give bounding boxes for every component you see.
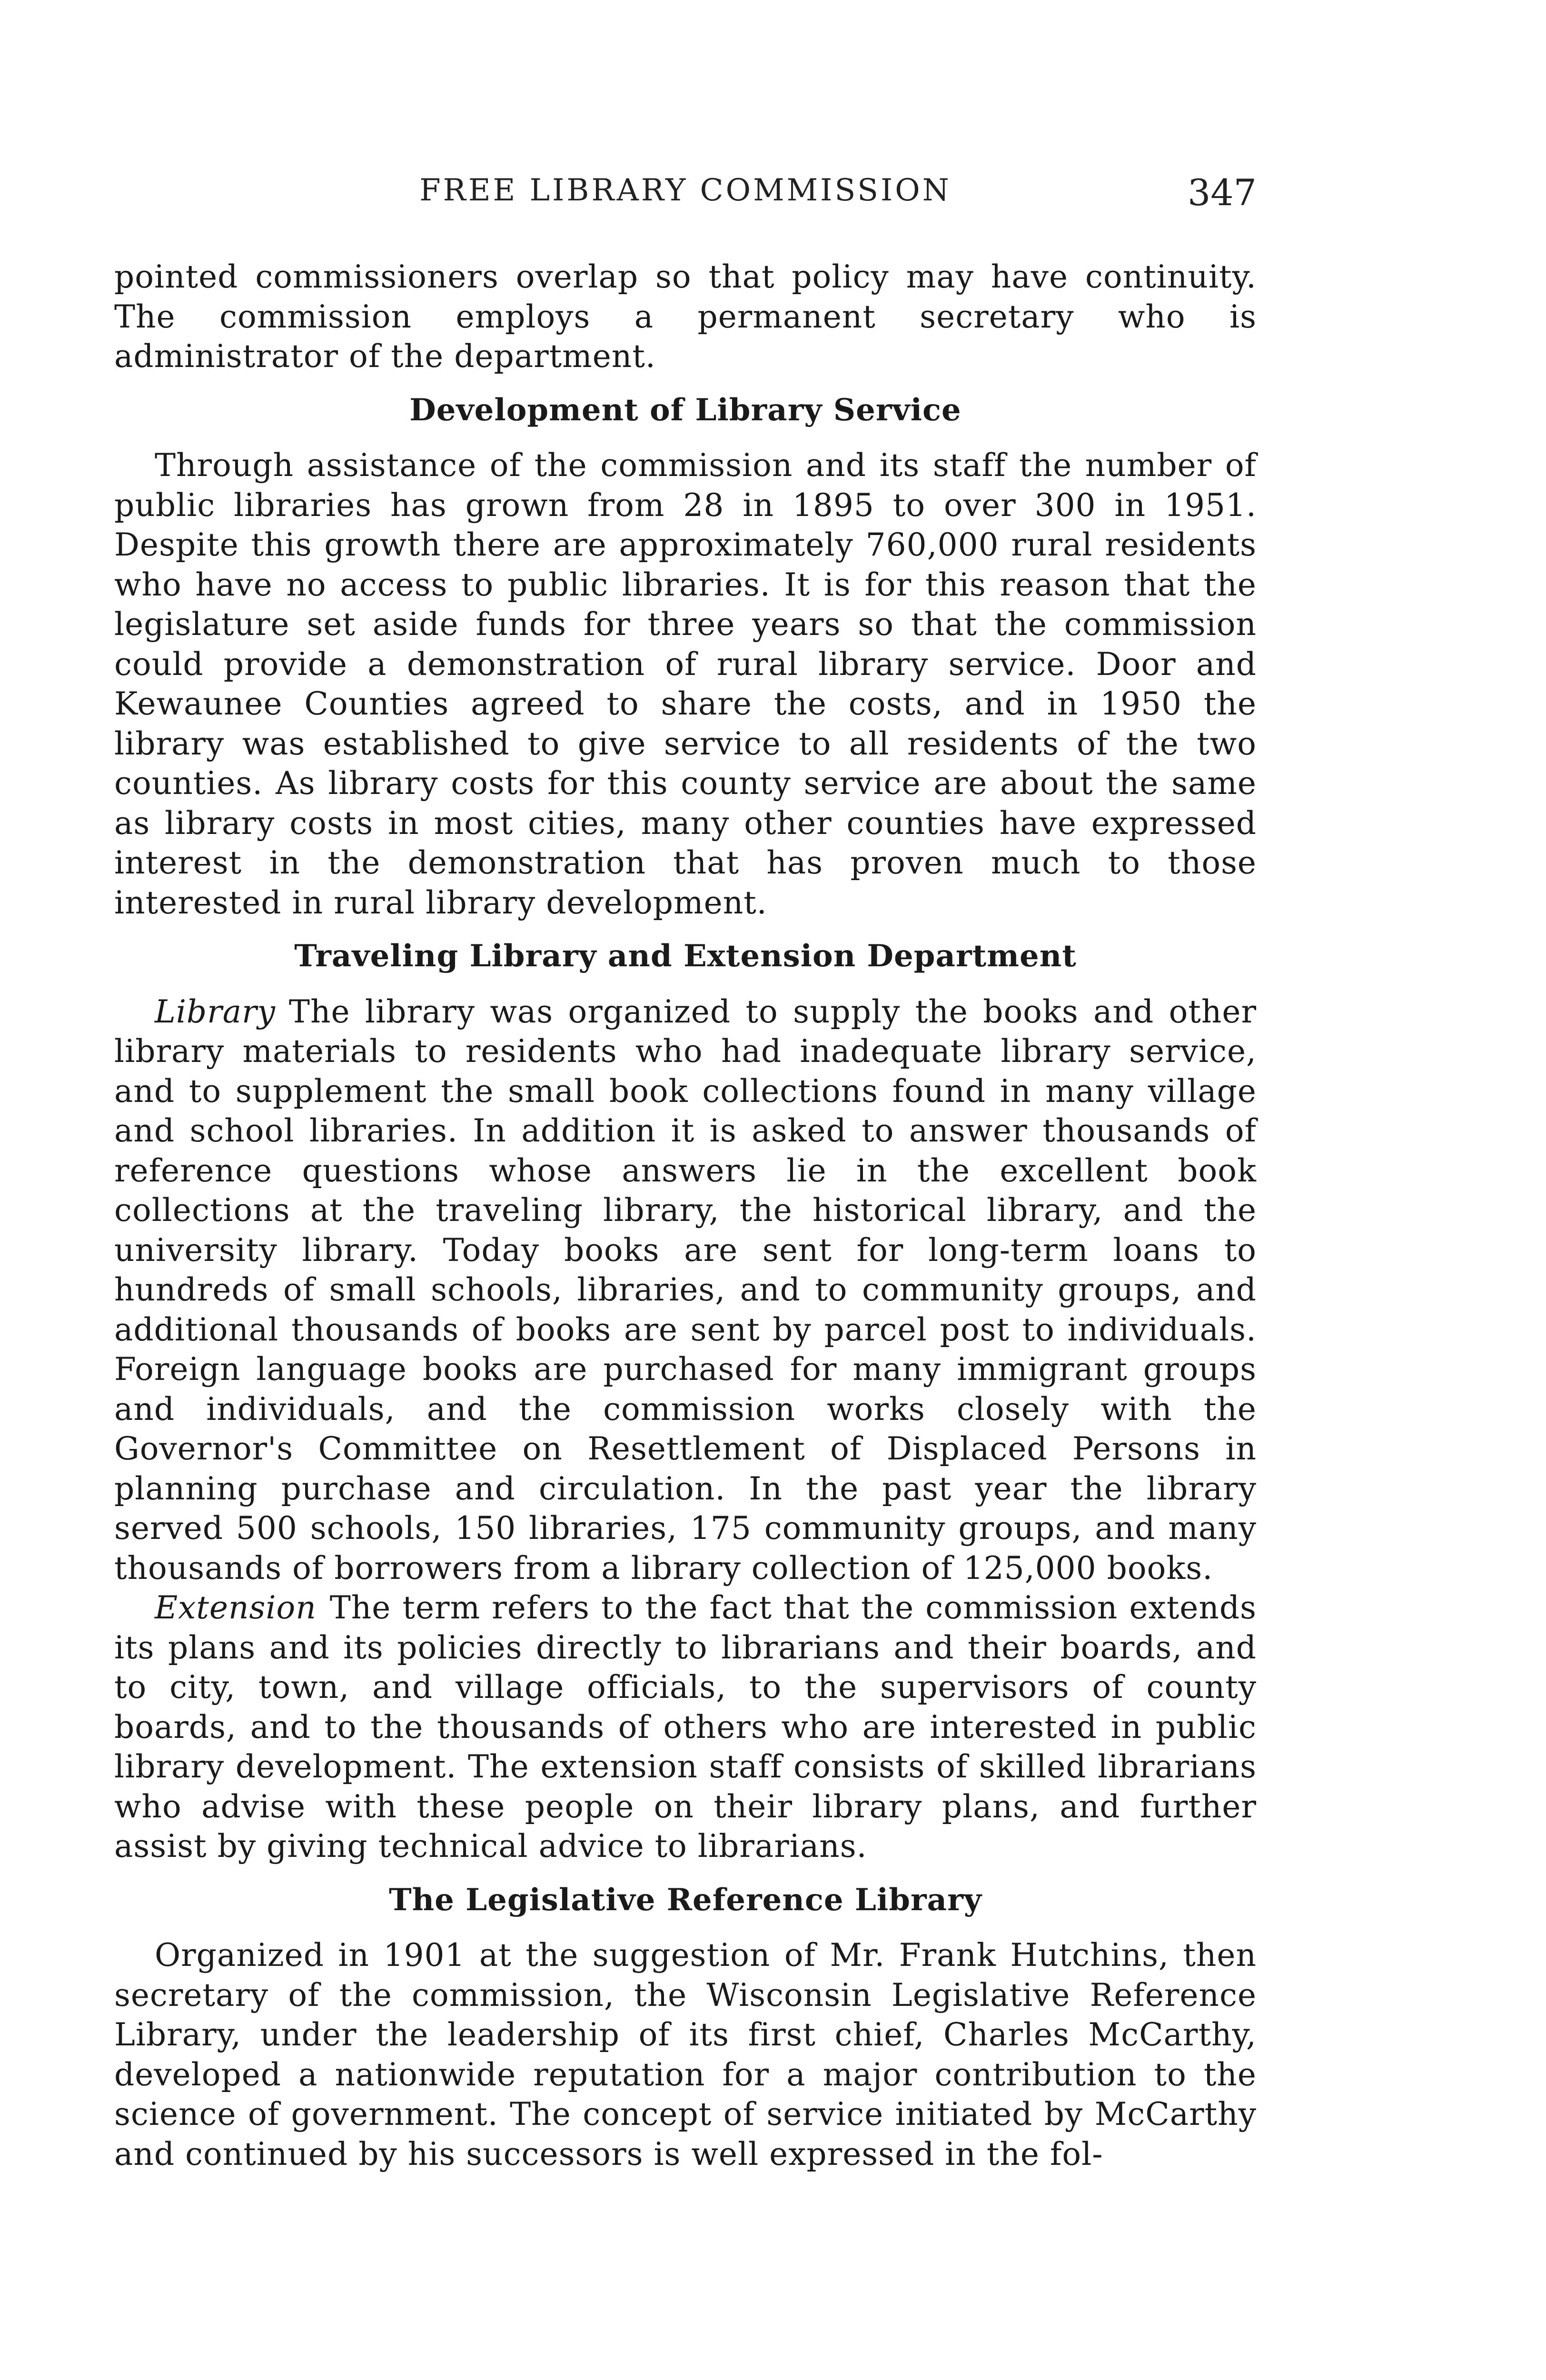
- section-heading-traveling-library: Traveling Library and Extension Department: [294, 938, 1077, 974]
- section-heading-legislative-reference: The Legislative Reference Library: [388, 1882, 982, 1918]
- paragraph-continuation: pointed commissioners overlap so that policy may have continuity. The commission employs a permanent secretary who is administrator of the department.: [114, 258, 1257, 375]
- run-in-heading-library: Library: [155, 993, 276, 1030]
- section-heading-development: Development of Library Service: [409, 392, 961, 428]
- run-in-heading-extension: Extension: [155, 1589, 317, 1626]
- main-text: [114, 257, 1257, 2174]
- paragraph-extension-text: The term refers to the fact that the commission extends its plans and its policies directly to librarians and their boards, and to city, town, and village officials, to the supervisors of county boards, and to the thousands of others who are interested in public library development. The extension staff consists of skilled librarians who advise with these people on their library plans, and further assist by giving technical advice to librarians.: [114, 1589, 1257, 1864]
- paragraph-library: [114, 992, 1257, 1588]
- paragraph-legislative-reference: Organized in 1901 at the suggestion of Mr. Frank Hutchins, then secretary of the commission, the Wisconsin Legislative Reference Library, under the leadership of its first chief, Charles McCarthy, developed a nationwide reputation for a major contribution to the science of government. The concept of service initiated by McCarthy and continued by his successors is well expressed in the fol-: [114, 1937, 1257, 2172]
- paragraph-development: Through assistance of the commission and its staff the number of public libraries has grown from 28 in 1895 to over 300 in 1951. Despite this growth there are approximately 760,000 rural residents who have no access to public libraries. It is for this reason that the legislature set aside funds for three years so that the commission could provide a demonstration of rural library service. Door and Kewaunee Counties agreed to share the costs, and in 1950 the library was established to give service to all residents of the two counties. As library costs for this county service are about the same as library costs in most cities, many other counties have expressed interest in the demonstration that has proven much to those interested in rural library development.: [114, 447, 1257, 921]
- paragraph-library-text: The library was organized to supply the books and other library materials to residents who had inadequate library service, and to supplement the small book collections found in many village and school libraries. In addition it is asked to answer thousands of reference questions whose answers lie in the excellent book collections at the traveling library, the historical library, and the university library. Today books are sent for long-term loans to hundreds of small schools, libraries, and to community groups, and additional thousands of books are sent by parcel post to individuals. Foreign language books are purchased for many immigrant groups and individuals, and the commission works closely with the Governor's Committee on Resettlement of Displaced Persons in planning purchase and circulation. In the past year the library served 500 schools, 150 libraries, 175 community groups, and many thousands of borrowers from a library collection of 125,000 books.: [114, 993, 1257, 1587]
- page-number: 347: [1187, 171, 1257, 214]
- running-head: FREE LIBRARY COMMISSION: [419, 173, 951, 208]
- paragraph-extension: [114, 1588, 1257, 1866]
